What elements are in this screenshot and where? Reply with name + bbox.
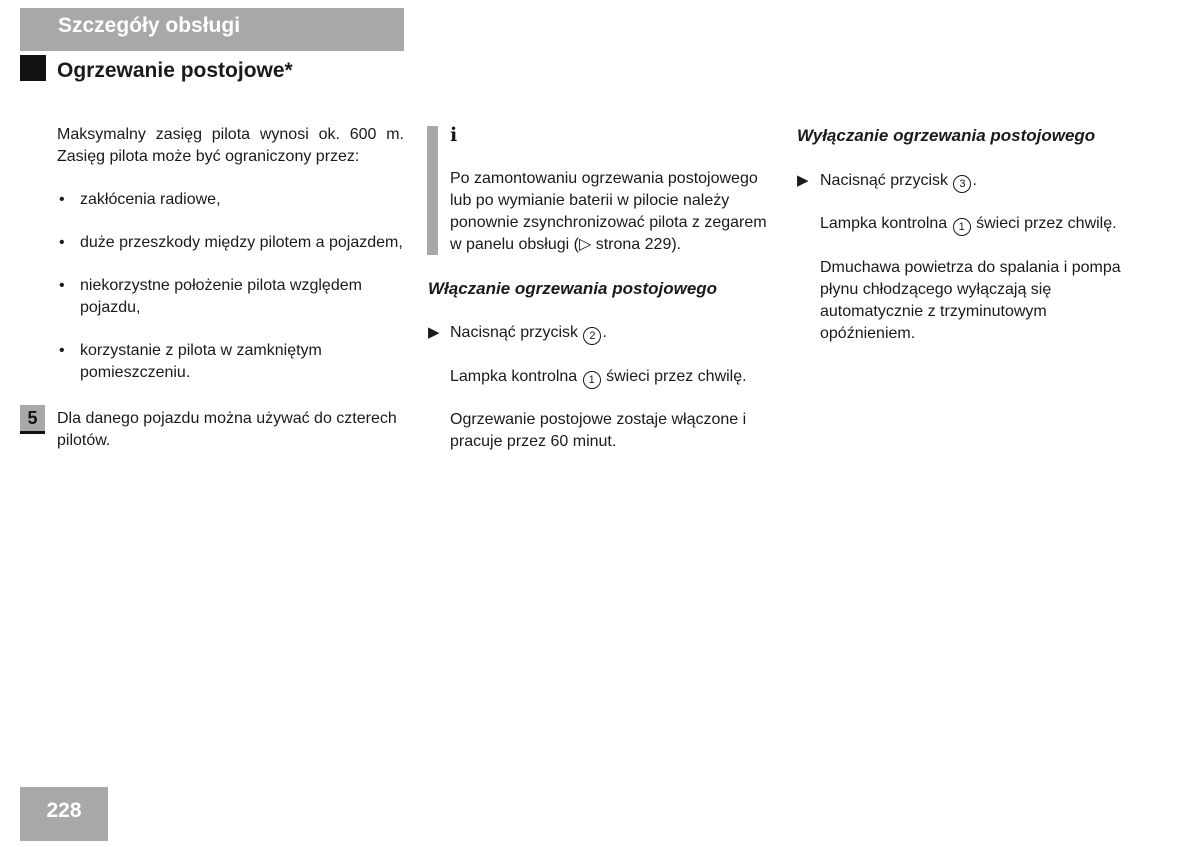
section-marker — [20, 55, 46, 81]
step-text: . — [972, 172, 977, 189]
lamp-number-badge: 1 — [953, 218, 971, 236]
list-item: • zakłócenia radiowe, — [57, 189, 404, 211]
button-number-badge: 2 — [583, 327, 601, 345]
page-ref-arrow-icon: ▷ — [578, 236, 592, 253]
step-text: Nacisnąć przycisk — [820, 172, 953, 189]
button-number-badge: 3 — [953, 175, 971, 193]
switch-on-heading: Włączanie ogrzewania postojowego — [428, 279, 718, 298]
lamp-number-badge: 1 — [583, 371, 601, 389]
list-item: • niekorzystne położenie pilota względem pojazdu, — [57, 275, 404, 319]
page-number: 228 — [20, 787, 108, 841]
step-arrow-icon: ▶ — [797, 172, 809, 189]
interference-list — [57, 189, 404, 384]
chapter-number: 5 — [20, 405, 45, 434]
step-text: . — [602, 324, 607, 341]
list-item: • duże przeszkody między pilotem a pojazdem, — [57, 232, 404, 254]
info-icon: i — [450, 124, 458, 146]
switch-off-heading: Wyłączanie ogrzewania postojowego — [797, 126, 1096, 145]
list-item: • korzystanie z pilota w zamkniętym pomieszczeniu. — [57, 340, 404, 384]
info-text-before: Po zamontowaniu ogrzewania postojowego lub po wymianie baterii w pilocie należy ponownie zsynchronizować pilota z zegarem w panelu obsługi ( — [450, 170, 767, 253]
lamp-text: Lampka kontrolna — [820, 215, 952, 232]
switch-off-note: Dmuchawa powietrza do spalania i pompa płynu chłodzącego wyłączają się automatycznie z trzyminutowym opóźnieniem. — [820, 259, 1121, 342]
info-text-after: strona 229). — [591, 236, 682, 253]
switch-off-lamp — [820, 213, 1117, 236]
section-title: Ogrzewanie postojowe* — [57, 59, 293, 82]
switch-on-step — [450, 322, 607, 345]
column-left — [57, 124, 404, 405]
lamp-text: świeci przez chwilę. — [601, 368, 747, 385]
remote-count-note: Dla danego pojazdu można używać do czterech pilotów. — [57, 410, 397, 449]
step-text: Nacisnąć przycisk — [450, 324, 583, 341]
info-bar — [427, 126, 438, 255]
step-arrow-icon: ▶ — [428, 324, 440, 341]
switch-on-note: Ogrzewanie postojowe zostaje włączone i pracuje przez 60 minut. — [450, 411, 747, 450]
lamp-text: Lampka kontrolna — [450, 368, 582, 385]
switch-off-step — [820, 170, 977, 193]
range-intro: Maksymalny zasięg pilota wynosi ok. 600 m. Zasięg pilota może być ograniczony przez: — [57, 126, 404, 165]
info-text — [450, 168, 772, 256]
lamp-text: świeci przez chwilę. — [971, 215, 1117, 232]
switch-on-lamp — [450, 366, 747, 389]
chapter-header: Szczegóły obsługi — [20, 8, 404, 51]
